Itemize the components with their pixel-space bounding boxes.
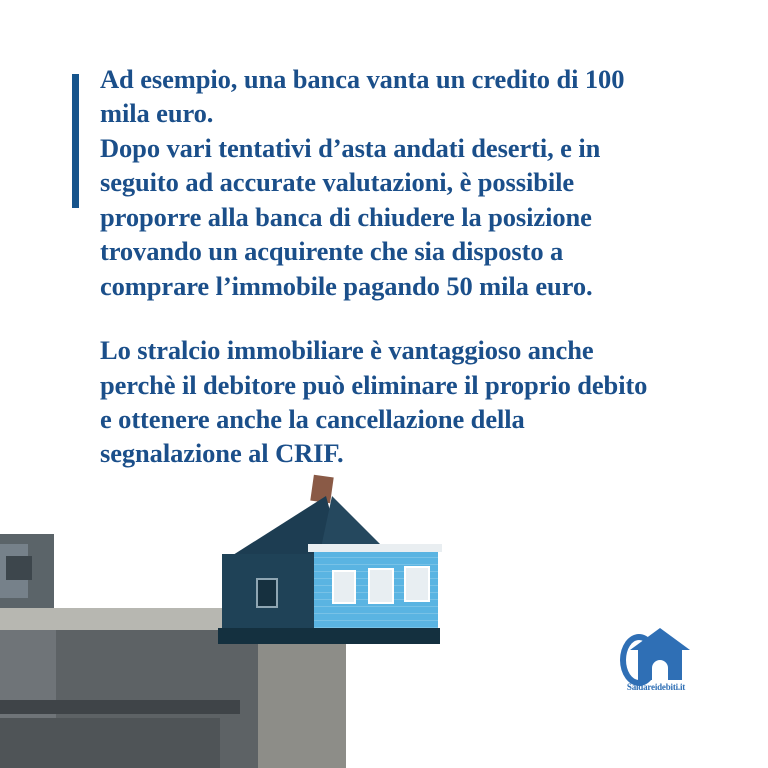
paragraph-line: perchè il debitore può eliminare il proprio debito [100,369,648,400]
house-eave [308,544,442,552]
accent-bar [72,74,79,208]
paragraph-line: trovando un acquirente che sia disposto a [100,236,564,267]
paragraph-line: seguito ad accurate valutazioni, è possibile [100,167,575,198]
paragraph-line: mila euro. [100,98,214,129]
paragraph-line: Ad esempio, una banca vanta un credito di 100 [100,64,625,94]
text-panel [72,62,702,471]
concrete-deck-lower [0,718,220,768]
logo-text: Saldareidebiti.it [626,682,686,692]
paragraph-container [100,62,702,471]
logo[interactable] [608,626,704,700]
paragraph-second [100,333,702,471]
house-window-dark [256,578,278,608]
paragraph-line: proporre alla banca di chiudere la posizione [100,201,592,232]
background-window [6,556,32,580]
house-window [368,568,394,604]
blue-house [196,478,442,638]
paragraph-line: segnalazione al CRIF. [100,438,344,469]
house-window [332,570,356,604]
concrete-deck-edge [0,700,240,714]
paragraph-line: Dopo vari tentativi d’asta andati deserti, e in [100,132,601,163]
photo-house-on-ledge [0,468,768,768]
house-base [218,628,440,644]
paragraph-line: e ottenere anche la cancellazione della [100,403,525,434]
house-window [404,566,430,602]
paragraph-line: comprare l’immobile pagando 50 mila euro. [100,270,593,301]
logo-house-door [652,660,668,680]
house-icon [630,628,690,650]
paragraph-line: Lo stralcio immobiliare è vantaggioso anche [100,335,594,366]
paragraph-first [100,62,702,303]
